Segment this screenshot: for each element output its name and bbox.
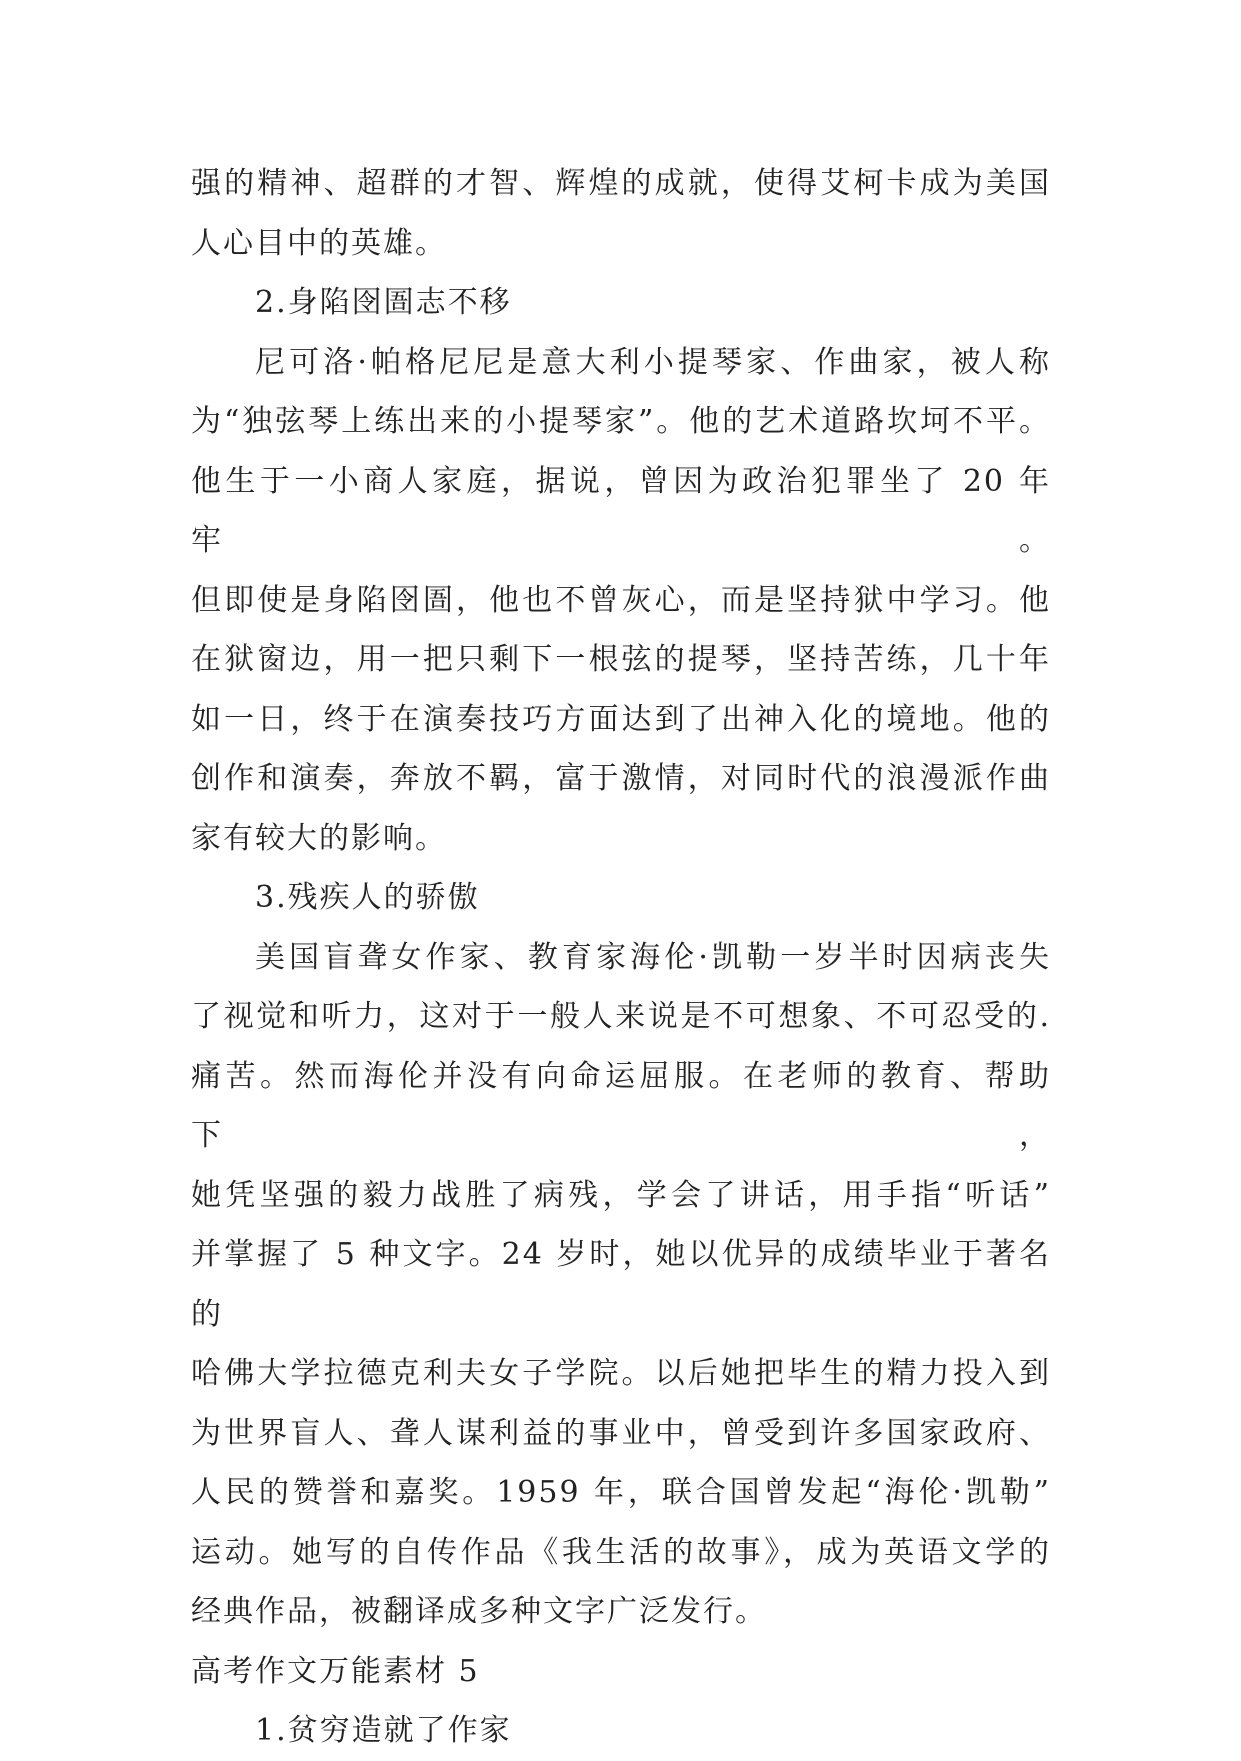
sub-heading: 3.残疾人的骄傲	[255, 880, 480, 915]
paragraph-line: 美国盲聋女作家、教育家海伦·凯勒一岁半时因病丧失	[255, 939, 1051, 975]
sub-heading: 1.贫穷造就了作家	[255, 1713, 512, 1748]
paragraph-line: 创作和演奏，奔放不羁，富于激情，对同时代的浪漫派作曲	[191, 761, 1051, 796]
paragraph-line: 他生于一小商人家庭，据说，曾因为政治犯罪坐了 20 年牢。	[191, 463, 1051, 558]
paragraph-line: 但即使是身陷囹圄，他也不曾灰心，而是坚持狱中学习。他	[191, 582, 1051, 618]
paragraph-line: 人心目中的英雄。	[191, 225, 447, 261]
paragraph-line: 在狱窗边，用一把只剩下一根弦的提琴，坚持苦练，几十年	[191, 642, 1051, 677]
paragraph-line: 了视觉和听力，这对于一般人来说是不可想象、不可忍受的.	[191, 999, 1051, 1034]
paragraph-line: 人民的赞誉和嘉奖。1959 年，联合国曾发起“海伦·凯勒”	[191, 1475, 1051, 1510]
paragraph-line: 痛苦。然而海伦并没有向命运屈服。在老师的教育、帮助下，	[191, 1058, 1051, 1153]
paragraph-line: 为“独弦琴上练出来的小提琴家”。他的艺术道路坎坷不平。	[191, 404, 1051, 439]
paragraph-line: 强的精神、超群的才智、辉煌的成就，使得艾柯卡成为美国	[191, 166, 1051, 201]
paragraph-line: 运动。她写的自传作品《我生活的故事》，成为英语文学的	[191, 1534, 1051, 1570]
paragraph-line: 哈佛大学拉德克利夫女子学院。以后她把毕生的精力投入到	[191, 1356, 1051, 1391]
paragraph-line: 尼可洛·帕格尼尼是意大利小提琴家、作曲家，被人称	[255, 344, 1051, 380]
paragraph-line: 经典作品，被翻译成多种文字广泛发行。	[191, 1594, 767, 1629]
paragraph-line: 家有较大的影响。	[191, 820, 447, 856]
paragraph-line: 如一日，终于在演奏技巧方面达到了出神入化的境地。他的	[191, 701, 1051, 737]
section-heading: 高考作文万能素材 5	[191, 1653, 480, 1689]
sub-heading: 2.身陷囹圄志不移	[255, 285, 512, 320]
paragraph-line: 她凭坚强的毅力战胜了病残，学会了讲话，用手指“听话”	[191, 1177, 1051, 1213]
document-body	[191, 154, 1051, 1761]
paragraph-line: 并掌握了 5 种文字。24 岁时，她以优异的成绩毕业于著名的	[191, 1237, 1051, 1332]
paragraph-line: 为世界盲人、聋人谋利益的事业中，曾受到许多国家政府、	[191, 1415, 1051, 1451]
